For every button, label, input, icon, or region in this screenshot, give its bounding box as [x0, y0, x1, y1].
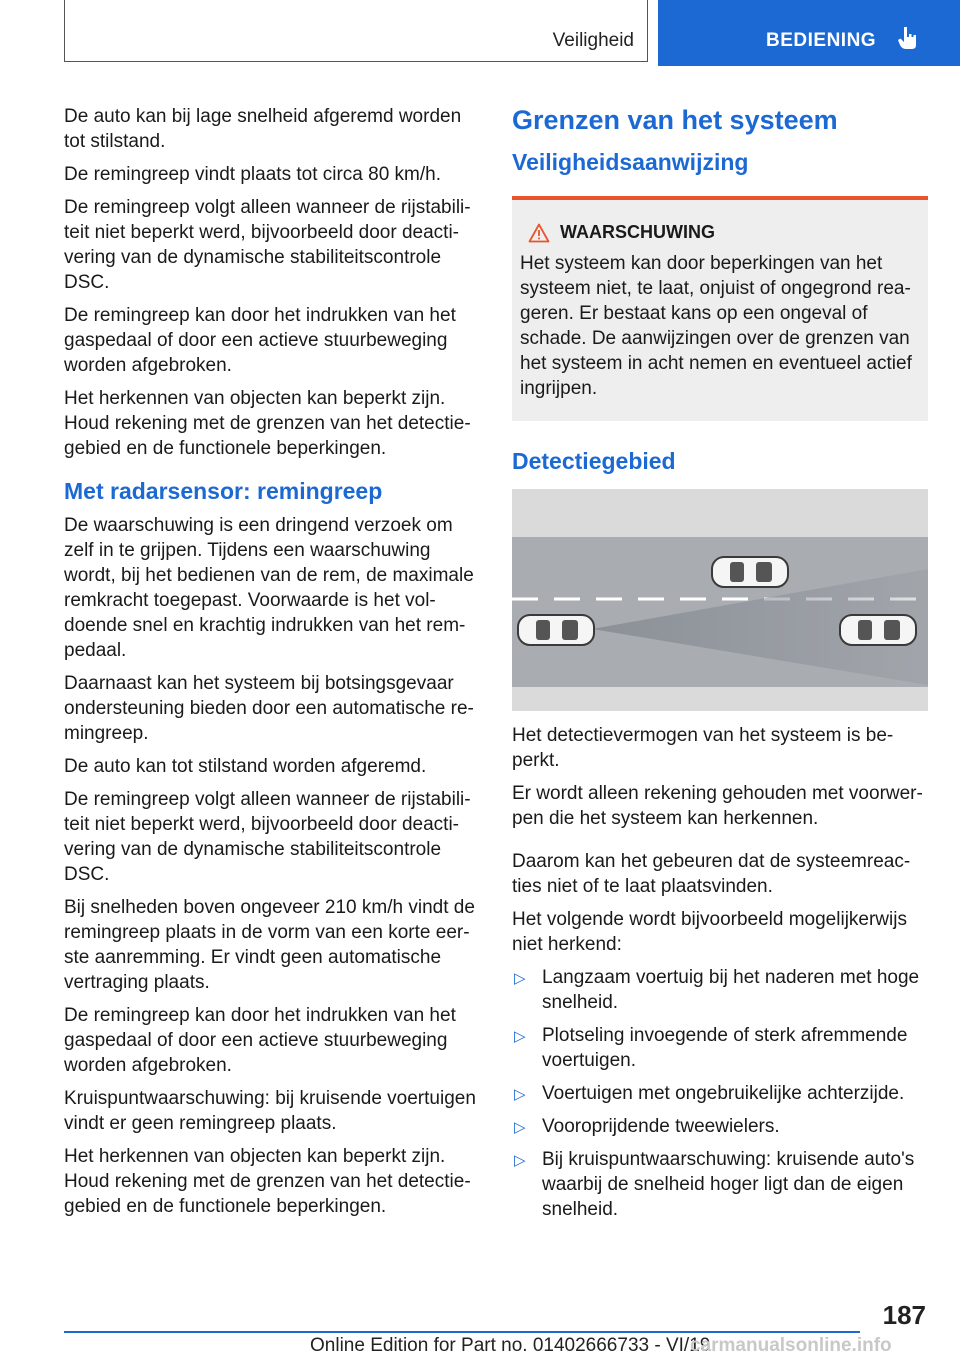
bullet-triangle-icon: ▷ [514, 970, 526, 987]
paragraph: De auto kan tot stilstand worden afgeremd. [64, 756, 427, 777]
warning-title [528, 222, 920, 243]
bullet-triangle-icon: ▷ [514, 1119, 526, 1136]
warning-text: Het systeem kan door beperkingen van het systeem niet, te laat, onjuist of ongegrond rea‐ geren. Er bestaat kans op een ongeval of schade. De aanwijzingen over de grenzen van het systeem in acht nemen en eventueel actief ingrijpen. [520, 253, 912, 399]
car-ahead-same-lane [840, 615, 916, 645]
warning-label: WAARSCHUWING [560, 222, 715, 242]
paragraph: Het herkennen van objecten kan beperkt zijn. Houd rekening met de grenzen van het detectie‐ gebied en de functionele beperkingen. [64, 1146, 471, 1217]
page-title: Grenzen van het systeem [512, 105, 838, 135]
detection-heading: Detectiegebied [512, 448, 676, 474]
paragraph: De remingreep volgt alleen wanneer de rijstabili‐ teit niet beperkt werd, bijvoorbeeld door deacti‐ vering van de dynamische stabiliteitscontrole DSC. [64, 197, 471, 293]
paragraph: Het volgende wordt bijvoorbeeld mogelijkerwijs niet herkend: [512, 909, 907, 955]
section-title: Veiligheid [552, 30, 634, 51]
warning-triangle-icon [528, 223, 550, 243]
edition-note: Online Edition for Part no. 01402666733 - VI/19 [310, 1335, 711, 1356]
car-ahead-left-lane [712, 557, 788, 587]
road-diagram [512, 489, 928, 711]
paragraph: Kruispuntwaarschuwing: bij kruisende voertuigen vindt er geen remingreep plaats. [64, 1088, 476, 1134]
list-item: ▷ Voertuigen met ongebruikelijke achterzijde. [512, 1081, 928, 1106]
paragraph: Er wordt alleen rekening gehouden met voorwer‐ pen die het systeem kan herkennen. [512, 783, 923, 829]
bullet-list [512, 965, 928, 1222]
paragraph: De waarschuwing is een dringend verzoek om zelf in te grijpen. Tijdens een waarschuwing wordt, bij het bedienen van de rem, de maximale remkracht toegepast. Voorwaarde is het vol‐ doende snel en krachtig indrukken van het rem‐ pedaal. [64, 515, 474, 661]
bullet-triangle-icon: ▷ [514, 1152, 526, 1169]
paragraph: Daarnaast kan het systeem bij botsingsgevaar ondersteuning bieden door een automatische re‐ mingreep. [64, 673, 474, 744]
list-item: ▷ Langzaam voertuig bij het naderen met hoge snelheid. [514, 967, 920, 1013]
paragraph: De auto kan bij lage snelheid afgeremd worden tot stilstand. [64, 106, 462, 152]
paragraph: De remingreep volgt alleen wanneer de rijstabili‐ teit niet beperkt werd, bijvoorbeeld door deacti‐ vering van de dynamische stabiliteitscontrole DSC. [64, 789, 471, 885]
list-item: ▷ Plotseling invoegende of sterk afremmende voertuigen. [514, 1025, 908, 1071]
own-vehicle [518, 615, 594, 645]
chapter-tab-label: BEDIENING [766, 30, 877, 51]
paragraph: Het detectievermogen van het systeem is be‐ perkt. [512, 725, 894, 771]
pointing-hand-icon [896, 25, 920, 51]
paragraph: De remingreep kan door het indrukken van het gaspedaal of door een actieve stuurbeweging worden afgebroken. [64, 1005, 456, 1076]
paragraph: De remingreep kan door het indrukken van het gaspedaal of door een actieve stuurbeweging worden afgebroken. [64, 305, 456, 376]
paragraph: Daarom kan het gebeuren dat de systeemreac‐ ties niet of te laat plaatsvinden. [512, 851, 911, 897]
bullet-triangle-icon: ▷ [514, 1028, 526, 1045]
safety-heading: Veiligheidsaanwijzing [512, 149, 749, 175]
list-item: ▷ Vooroprijdende tweewielers. [512, 1114, 928, 1139]
list-item: ▷ Bij kruispuntwaarschuwing: kruisende auto's waarbij de snelheid hoger ligt dan de eigen snelheid. [514, 1149, 915, 1220]
warning-box [512, 196, 928, 421]
left-column [64, 104, 480, 1227]
paragraph: Bij snelheden boven ongeveer 210 km/h vindt de remingreep plaats in de vorm van een korte eer‐ ste aanremming. Er vindt geen automatische vertraging plaats. [64, 897, 475, 993]
paragraph: Het herkennen van objecten kan beperkt zijn. Houd rekening met de grenzen van het detectie‐ gebied en de functionele beperkingen. [64, 388, 471, 459]
section-heading: Met radarsensor: remingreep [64, 478, 383, 504]
detection-area-illustration [512, 489, 928, 711]
chapter-tab[interactable] [658, 0, 960, 66]
page-number: 187 [882, 1300, 926, 1330]
right-column [512, 104, 928, 1230]
bullet-triangle-icon: ▷ [514, 1086, 526, 1103]
paragraph: De remingreep vindt plaats tot circa 80 km/h. [64, 164, 442, 185]
watermark: carmanualsonline.info [690, 1335, 892, 1356]
footer-divider [64, 1331, 860, 1333]
